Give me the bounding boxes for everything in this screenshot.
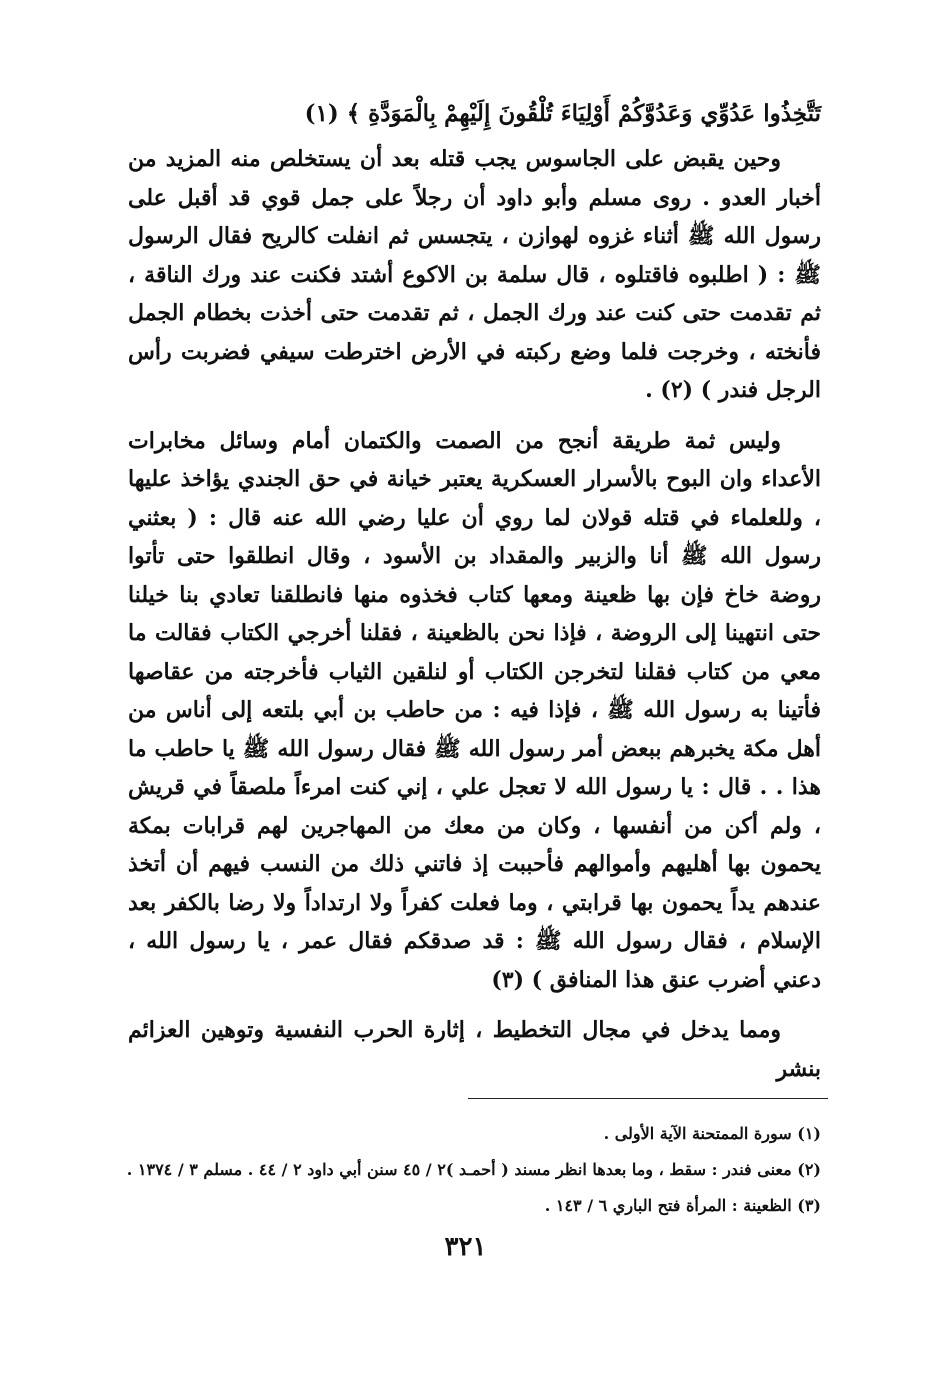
quran-verse: تَتَّخِذُوا عَدُوِّي وَعَدُوَّكُمْ أَوْلِيَاءَ تُلْقُونَ إِلَيْهِمْ بِالْمَوَدَّةِ ﴾ (١) — [304, 100, 821, 127]
page-number: ٣٢١ — [444, 1232, 487, 1262]
paragraph-planning: ومما يدخل في مجال التخطيط ، إثارة الحرب النفسية وتوهين العزائم بنشر — [128, 1017, 821, 1082]
footnote-divider — [468, 1098, 828, 1099]
footnote-2: (٢) معنى فندر : سقط ، وما بعدها انظر مسند ( أحمـد )٢ / ٤٥ سنن أبي داود ٢ / ٤٤ . مسلم ٣ / ١٣٧٤ . — [126, 1160, 821, 1179]
paragraph-spy-capture: وحين يقبض على الجاسوس يجب قتله بعد أن يستخلص منه المزيد من أخبار العدو . روى مسلم وأبو داود أن رجلاً على جمل قوي قد أقبل على رسول الله ﷺ أثناء غزوه لهوازن ، يتجسس ثم انفلت كالريح فقال الرسول ﷺ : ( اطلبوه فاقتلوه ، قال سلمة بن الاكوع أشتد فكنت عند ورك الناقة ، ثم تقدمت حتى كنت عند ورك الجمل ، ثم تقدمت حتى أخذت بخطام الجمل فأنخته ، وخرجت فلما وضع ركبته في الأرض اخترطت سيفي فضربت رأس الرجل فندر ) (٢) . — [128, 146, 821, 403]
paragraph-secrecy: وليس ثمة طريقة أنجح من الصمت والكتمان أمام وسائل مخابرات الأعداء وان البوح بالأسرار العسكرية يعتبر خيانة في حق الجندي يؤاخذ عليها ، وللعلماء في قتله قولان لما روي أن عليا رضي الله عنه قال : ( بعثني رسول الله ﷺ أنا والزبير والمقداد بن الأسود ، وقال انطلقوا حتى تأتوا روضة خاخ فإن بها ظعينة ومعها كتاب فخذوه منها فانطلقنا تعادي بنا خيلنا حتى انتهينا إلى الروضة ، فإذا نحن بالظعينة ، فقلنا أخرجي الكتاب فقالت ما معي من كتاب فقلنا لتخرجن الكتاب أو لنلقين الثياب فأخرجته من عقاصها فأتينا به رسول الله ﷺ ، فإذا فيه : من حاطب بن أبي بلتعه إلى أناس من أهل مكة يخبرهم ببعض أمر رسول الله ﷺ فقال رسول الله ﷺ يا حاطب ما هذا . . قال : يا رسول الله لا تعجل علي ، إني كنت امرءاً ملصقاً في قريش ، ولم أكن من أنفسها ، وكان من معك من المهاجرين لهم قرابات بمكة يحمون بها أهليهم وأموالهم فأحببت إذ فاتني ذلك من النسب فيهم أن أتخذ عندهم يداً يحمون بها قرابتي ، وما فعلت كفراً ولا ارتداداً ولا رضا بالكفر بعد الإسلام ، فقال رسول الله ﷺ : قد صدقكم فقال عمر ، يا رسول الله ، دعني أضرب عنق هذا المنافق ) (٣) — [128, 427, 821, 993]
main-text — [128, 92, 821, 1100]
footnotes — [126, 1116, 821, 1224]
footnote-1: (١) سورة الممتحنة الآية الأولى . — [603, 1124, 821, 1143]
footnote-3: (٣) الظعينة : المرأة فتح الباري ٦ / ١٤٣ . — [544, 1196, 821, 1215]
